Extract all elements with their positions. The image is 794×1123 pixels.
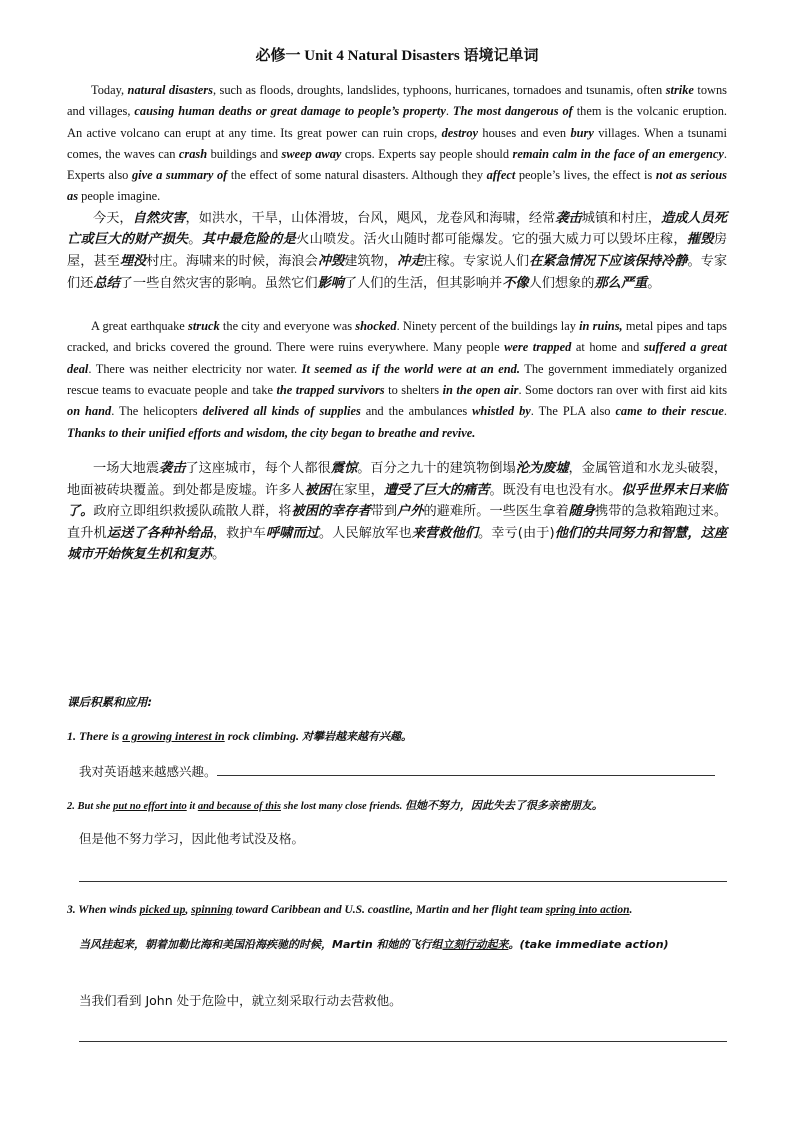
keyword: 摧毁: [686, 232, 714, 248]
text-run: to shelters: [384, 383, 443, 398]
keyword: 影响: [317, 275, 344, 291]
keyword: 震惊: [330, 460, 358, 476]
keyword: natural disasters: [127, 83, 213, 97]
text-run: 。专家们还: [67, 253, 728, 291]
key-phrase: 立刻行动起来: [442, 938, 509, 951]
keyword: 冲毁: [317, 253, 345, 269]
keyword: 被困的幸存者: [291, 504, 371, 520]
text-run: 的避难所。一些医生拿着: [423, 504, 569, 520]
text-run: 。: [188, 232, 202, 248]
text-run: The government immediately organized rescue teams to evacuate people and take: [67, 361, 727, 398]
keyword: destroy: [441, 125, 479, 140]
keyword: suffered a great deal: [67, 340, 727, 376]
key-phrase: put no effort into: [113, 801, 187, 812]
keyword: 来营救他们: [411, 525, 479, 541]
keyword: 似乎世界末日来临了。: [67, 482, 728, 520]
text-run: villages. When a tsunami comes, the waves can: [67, 125, 727, 161]
keyword: 他们的共同努力和智慧，这座城市开始恢复生机和复苏: [67, 525, 728, 563]
key-phrase: and because of this: [197, 801, 281, 812]
text-run: 了这座城市，每个人都很: [185, 460, 331, 476]
keyword: not as serious as: [67, 168, 727, 204]
question-3-translation: [67, 935, 727, 955]
keyword: 遭受了巨大的痛苦: [383, 482, 490, 498]
text-run: 。(take immediate action): [508, 938, 669, 951]
text-run: buildings and: [207, 146, 282, 161]
text-run: 人们想象的: [528, 275, 595, 291]
keyword: 随身: [568, 504, 596, 520]
keyword: bury: [570, 125, 594, 140]
text-run: 村庄。海啸来的时候，海浪会: [146, 253, 318, 269]
keyword: It seemed as if the world were at an end.: [301, 361, 520, 376]
keyword: affect: [486, 168, 516, 183]
answer-2-line[interactable]: [79, 881, 727, 882]
keyword: 冲走: [397, 253, 424, 269]
keyword: shocked: [355, 319, 397, 334]
keyword: give a summary of: [131, 168, 228, 183]
text-run: metal pipes and taps cracked, and bricks covered the ground. There were ruins everywhere. Many people: [67, 319, 728, 355]
keyword: sweep away: [281, 146, 342, 161]
text-run: 3. When winds: [67, 904, 140, 916]
keyword: the trapped survivors: [276, 383, 385, 398]
text-run: . Experts also: [67, 146, 727, 183]
answer-1-text: 我对英语越来越感兴趣。: [79, 764, 217, 779]
keyword: 呼啸而过: [265, 525, 319, 541]
keyword: 其中最危险的是: [201, 232, 297, 248]
keyword: Thanks to their unified efforts and wisdom, the city began to breathe and revive.: [67, 425, 476, 440]
question-3-answer: 当我们看到 John 处于危险中，就立刻采取行动去营救他。: [79, 993, 402, 1008]
key-phrase: spinning: [191, 904, 233, 916]
text-run: towns and villages,: [67, 83, 727, 119]
keyword: 在紧急情况下应该保持冷静: [529, 253, 688, 269]
text-run: .: [723, 404, 728, 419]
text-run: . There was neither electricity nor water.: [88, 361, 302, 376]
text-run: 政府立即组织救援队疏散人群，将: [93, 504, 292, 520]
exercise-section: [67, 0, 727, 1123]
text-run: ，金属管道和水龙头破裂，地面被砖块覆盖。到处都是废墟。许多人: [67, 460, 728, 498]
text-run: 房屋，甚至: [67, 232, 728, 269]
text-run: at home and: [571, 340, 644, 355]
chinese-gloss: 但她不努力，因此失去了很多亲密朋友。: [404, 799, 603, 812]
question-2-answer: 但是他不努力学习，因此他考试没及格。: [79, 831, 305, 846]
keyword: were trapped: [504, 340, 572, 355]
text-run: 1. There is: [67, 729, 123, 743]
keyword: crash: [178, 146, 208, 161]
keyword: 运送了各种补给品: [106, 525, 213, 541]
keyword: causing human deaths or great damage to people’s property: [134, 104, 446, 119]
text-run: the effect of some natural disasters. Although they: [227, 168, 487, 183]
text-run: toward Caribbean and U.S. coastline, Martin and her flight team: [232, 904, 546, 916]
question-1: [67, 727, 727, 746]
keyword: delivered all kinds of supplies: [202, 404, 361, 419]
keyword: whistled by: [472, 404, 531, 419]
text-run: . Ninety percent of the buildings lay: [396, 319, 580, 334]
question-2: [67, 797, 727, 816]
text-run: 2. But she: [67, 801, 114, 812]
text-run: 在家里，: [331, 482, 384, 498]
text-run: 当风挂起来，朝着加勒比海和美国沿海疾驰的时候，Martin 和她的飞行组: [79, 938, 443, 951]
keyword: 造成人员死亡或巨大的财产损失: [67, 210, 728, 248]
text-run: them is the volcanic eruption. An active volcano can erupt at any time. Its great power can ruin crops,: [67, 104, 727, 140]
text-run: 。百分之九十的建筑物倒塌: [357, 460, 516, 476]
text-run: it: [186, 801, 198, 812]
text-run: the city and everyone was: [219, 319, 356, 334]
keyword: in the open air: [442, 383, 519, 398]
text-run: ，如洪水，干旱，山体滑坡，台风，飓风，龙卷风和海啸，经常: [185, 210, 556, 226]
keyword: 埋没: [119, 253, 147, 269]
keyword: remain calm in the face of an emergency: [512, 146, 724, 161]
text-run: 建筑物，: [344, 253, 398, 269]
text-run: people imagine.: [78, 189, 161, 204]
keyword: 那么严重: [594, 275, 648, 291]
text-run: 了一些自然灾害的影响。虽然它们: [119, 275, 318, 291]
text-run: 。: [212, 547, 226, 563]
question-1-answer: [79, 762, 715, 781]
keyword: 袭击: [159, 460, 186, 476]
text-run: 带到: [370, 504, 398, 520]
text-run: 。: [647, 275, 661, 291]
text-run: 今天，: [93, 210, 133, 226]
keyword: in ruins,: [579, 319, 623, 334]
keyword: struck: [188, 319, 220, 334]
keyword: 沦为废墟: [515, 460, 569, 476]
keyword: came to their rescue: [615, 404, 724, 419]
text-run: 一场大地震: [93, 460, 160, 476]
text-run: . Some doctors ran over with first aid kits: [518, 383, 728, 398]
text-run: 。人民解放军也: [318, 525, 412, 541]
question-3: [67, 901, 727, 919]
keyword: 户外: [397, 504, 424, 520]
key-phrase: spring into action: [545, 904, 630, 916]
text-run: houses and even: [478, 125, 571, 140]
text-run: rock climbing.: [224, 729, 303, 743]
text-run: . The PLA also: [530, 404, 616, 419]
text-run: A great earthquake: [91, 319, 189, 334]
keyword: 不像: [502, 275, 529, 291]
answer-3-line[interactable]: [79, 1041, 727, 1042]
text-run: 。幸亏(由于): [478, 525, 555, 541]
text-run: crops. Experts say people should: [341, 146, 513, 161]
keyword: 袭击: [555, 210, 582, 226]
page-title: 必修一 Unit 4 Natural Disasters 语境记单词: [255, 48, 539, 64]
text-run: ,: [185, 904, 192, 916]
keyword: 自然灾害: [132, 210, 186, 226]
text-run: . The helicopters: [111, 404, 203, 419]
keyword: on hand: [67, 404, 112, 419]
keyword: 被困: [304, 482, 332, 498]
text-run: 携带的急救箱跑过来。直升机: [67, 504, 728, 541]
text-run: 庄稼。专家说人们: [423, 253, 530, 269]
keyword: strike: [665, 83, 694, 97]
text-run: 。既没有电也没有水。: [489, 482, 622, 498]
text-run: people’s lives, the effect is: [515, 168, 656, 183]
text-run: .: [445, 104, 453, 119]
chinese-gloss: 对攀岩越来越有兴趣。: [302, 730, 413, 743]
text-run: 城镇和村庄，: [581, 210, 662, 226]
text-run: and the ambulances: [360, 404, 473, 419]
text-run: ，救护车: [212, 525, 266, 541]
keyword: The most dangerous of: [452, 104, 573, 119]
keyword: 总结: [93, 275, 120, 291]
answer-1-line[interactable]: [217, 762, 715, 776]
text-run: 了人们的生活，但其影响并: [343, 275, 503, 291]
text-run: .: [629, 904, 633, 916]
text-run: 火山喷发。活火山随时都可能爆发。它的强大威力可以毁坏庄稼，: [296, 232, 687, 248]
section-heading: 课后积累和应用:: [67, 695, 153, 709]
key-phrase: picked up: [139, 904, 186, 916]
text-run: Today,: [91, 83, 128, 97]
text-run: , such as floods, droughts, landslides, typhoons, hurricanes, tornadoes and tsunamis, often: [212, 83, 666, 97]
key-phrase: a growing interest in: [122, 729, 225, 743]
text-run: she lost many close friends.: [280, 801, 405, 812]
